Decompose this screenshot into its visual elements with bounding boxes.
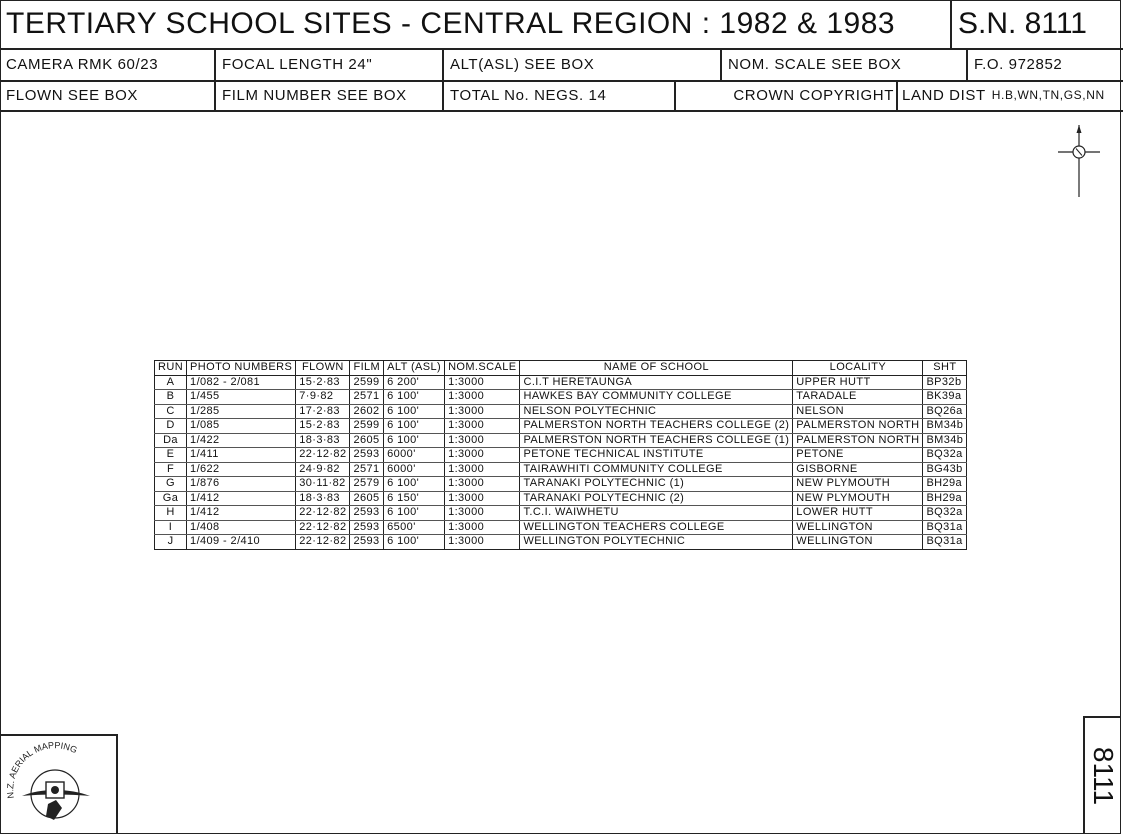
cell-altitude: 6500' [384,520,445,535]
cell-locality: WELLINGTON [793,520,923,535]
cell-run: A [155,375,187,390]
cell-altitude: 6000' [384,448,445,463]
cell-photo-numbers: 1/622 [187,462,296,477]
cell-sheet: BQ32a [923,506,967,521]
cell-locality: WELLINGTON [793,535,923,550]
cell-nominal-scale: 1:3000 [445,535,520,550]
cell-flown: 18·3·83 [296,433,350,448]
cell-flown: 22·12·82 [296,520,350,535]
cell-school-name: PALMERSTON NORTH TEACHERS COLLEGE (2) [520,419,793,434]
cell-nominal-scale: 1:3000 [445,506,520,521]
cell-sheet: BP32b [923,375,967,390]
cell-locality: NEW PLYMOUTH [793,477,923,492]
cell-altitude: 6 200' [384,375,445,390]
cell-run: G [155,477,187,492]
cell-run: Ga [155,491,187,506]
cell-film: 2605 [350,433,384,448]
table-row [155,506,967,521]
cell-run: I [155,520,187,535]
cell-altitude: 6 100' [384,404,445,419]
header-school-name: NAME OF SCHOOL [520,361,793,376]
cell-flown: 15·2·83 [296,375,350,390]
cell-nominal-scale: 1:3000 [445,433,520,448]
cell-locality: PETONE [793,448,923,463]
cell-flown: 22·12·82 [296,506,350,521]
header-run: RUN [155,361,187,376]
cell-school-name: NELSON POLYTECHNIC [520,404,793,419]
cell-photo-numbers: 1/408 [187,520,296,535]
copyright-field: CROWN COPYRIGHT [674,80,898,110]
svg-text:N.Z. AERIAL MAPPING: N.Z. AERIAL MAPPING [5,740,79,800]
cell-school-name: TAIRAWHITI COMMUNITY COLLEGE [520,462,793,477]
cell-film: 2571 [350,462,384,477]
cell-locality: PALMERSTON NORTH [793,419,923,434]
cell-locality: GISBORNE [793,462,923,477]
cell-photo-numbers: 1/422 [187,433,296,448]
cell-nominal-scale: 1:3000 [445,375,520,390]
cell-photo-numbers: 1/876 [187,477,296,492]
header-film: FILM [350,361,384,376]
cell-run: C [155,404,187,419]
cell-locality: NEW PLYMOUTH [793,491,923,506]
focal-length-field: FOCAL LENGTH 24" [214,48,444,80]
header-altitude: ALT (ASL) [384,361,445,376]
header-photo-numbers: PHOTO NUMBERS [187,361,296,376]
north-arrow-icon [1058,125,1100,197]
cell-nominal-scale: 1:3000 [445,419,520,434]
cell-photo-numbers: 1/411 [187,448,296,463]
cell-photo-numbers: 1/412 [187,506,296,521]
cell-flown: 30·11·82 [296,477,350,492]
cell-school-name: PALMERSTON NORTH TEACHERS COLLEGE (1) [520,433,793,448]
cell-locality: NELSON [793,404,923,419]
cell-flown: 7·9·82 [296,390,350,405]
cell-film: 2599 [350,375,384,390]
cell-altitude: 6 100' [384,477,445,492]
cell-photo-numbers: 1/455 [187,390,296,405]
cell-sheet: BQ26a [923,404,967,419]
table-row [155,433,967,448]
table-row [155,477,967,492]
cell-locality: TARADALE [793,390,923,405]
cell-altitude: 6 100' [384,419,445,434]
cell-altitude: 6 100' [384,535,445,550]
cell-photo-numbers: 1/085 [187,419,296,434]
cell-flown: 18·3·83 [296,491,350,506]
total-negs-field: TOTAL No. NEGS. 14 [442,80,676,110]
cell-school-name: T.C.I. WAIWHETU [520,506,793,521]
nz-aerial-mapping-logo [0,736,114,832]
cell-school-name: PETONE TECHNICAL INSTITUTE [520,448,793,463]
altitude-field: ALT(ASL) SEE BOX [442,48,722,80]
cell-sheet: BQ32a [923,448,967,463]
table-row [155,520,967,535]
logo-box [0,734,118,834]
cell-run: J [155,535,187,550]
cell-nominal-scale: 1:3000 [445,390,520,405]
file-number-field: F.O. 972852 [966,48,1123,80]
cell-photo-numbers: 1/082 - 2/081 [187,375,296,390]
cell-nominal-scale: 1:3000 [445,462,520,477]
cell-flown: 24·9·82 [296,462,350,477]
cell-sheet: BH29a [923,491,967,506]
cell-film: 2571 [350,390,384,405]
cell-run: F [155,462,187,477]
cell-film: 2602 [350,404,384,419]
cell-run: B [155,390,187,405]
cell-sheet: BM34b [923,433,967,448]
cell-locality: PALMERSTON NORTH [793,433,923,448]
cell-sheet: BG43b [923,462,967,477]
cell-sheet: BK39a [923,390,967,405]
cell-altitude: 6 100' [384,390,445,405]
camera-field: CAMERA RMK 60/23 [6,55,159,73]
table-body [155,375,967,549]
cell-nominal-scale: 1:3000 [445,491,520,506]
header-flown: FLOWN [296,361,350,376]
film-number-field: FILM NUMBER SEE BOX [214,80,444,110]
cell-nominal-scale: 1:3000 [445,520,520,535]
table-row [155,375,967,390]
cell-school-name: HAWKES BAY COMMUNITY COLLEGE [520,390,793,405]
cell-sheet: BM34b [923,419,967,434]
cell-nominal-scale: 1:3000 [445,448,520,463]
cell-run: D [155,419,187,434]
cell-run: E [155,448,187,463]
cell-film: 2593 [350,520,384,535]
cell-school-name: TARANAKI POLYTECHNIC (1) [520,477,793,492]
table-row [155,404,967,419]
runs-table [154,360,967,550]
cell-sheet: BH29a [923,477,967,492]
header-locality: LOCALITY [793,361,923,376]
cell-sheet: BQ31a [923,520,967,535]
cell-film: 2579 [350,477,384,492]
cell-flown: 22·12·82 [296,448,350,463]
cell-altitude: 6 100' [384,433,445,448]
cell-film: 2599 [350,419,384,434]
land-district-label: LAND DIST [902,86,986,104]
cell-school-name: WELLINGTON POLYTECHNIC [520,535,793,550]
cell-school-name: TARANAKI POLYTECHNIC (2) [520,491,793,506]
table-row [155,419,967,434]
cell-photo-numbers: 1/285 [187,404,296,419]
table-row [155,491,967,506]
header-sheet: SHT [923,361,967,376]
cell-locality: LOWER HUTT [793,506,923,521]
header-row-3 [0,80,1123,112]
header-row-2 [0,48,1123,82]
cell-locality: UPPER HUTT [793,375,923,390]
cell-flown: 15·2·83 [296,419,350,434]
cell-nominal-scale: 1:3000 [445,404,520,419]
land-district-field [896,80,1123,110]
table-header-row [155,361,967,376]
cell-photo-numbers: 1/412 [187,491,296,506]
table-row [155,462,967,477]
survey-number: S.N. 8111 [950,0,1123,48]
cell-film: 2605 [350,491,384,506]
cell-film: 2593 [350,448,384,463]
flown-field: FLOWN SEE BOX [6,86,138,104]
title-row [0,0,1123,50]
cell-sheet: BQ31a [923,535,967,550]
side-survey-number-box [1083,716,1121,834]
cell-run: H [155,506,187,521]
cell-school-name: C.I.T HERETAUNGA [520,375,793,390]
cell-school-name: WELLINGTON TEACHERS COLLEGE [520,520,793,535]
cell-run: Da [155,433,187,448]
cell-film: 2593 [350,535,384,550]
cell-film: 2593 [350,506,384,521]
cell-nominal-scale: 1:3000 [445,477,520,492]
cell-flown: 17·2·83 [296,404,350,419]
table-row [155,535,967,550]
cell-altitude: 6 100' [384,506,445,521]
page-title: TERTIARY SCHOOL SITES - CENTRAL REGION : 1982 & 1983 [6,7,896,40]
table-row [155,390,967,405]
nominal-scale-field: NOM. SCALE SEE BOX [720,48,968,80]
cell-flown: 22·12·82 [296,535,350,550]
cell-altitude: 6 150' [384,491,445,506]
header-nominal-scale: NOM.SCALE [445,361,520,376]
side-survey-number: 8111 [1088,746,1119,806]
table-row [155,448,967,463]
cell-photo-numbers: 1/409 - 2/410 [187,535,296,550]
cell-altitude: 6000' [384,462,445,477]
land-district-value: H.B,WN,TN,GS,NN [991,88,1105,102]
